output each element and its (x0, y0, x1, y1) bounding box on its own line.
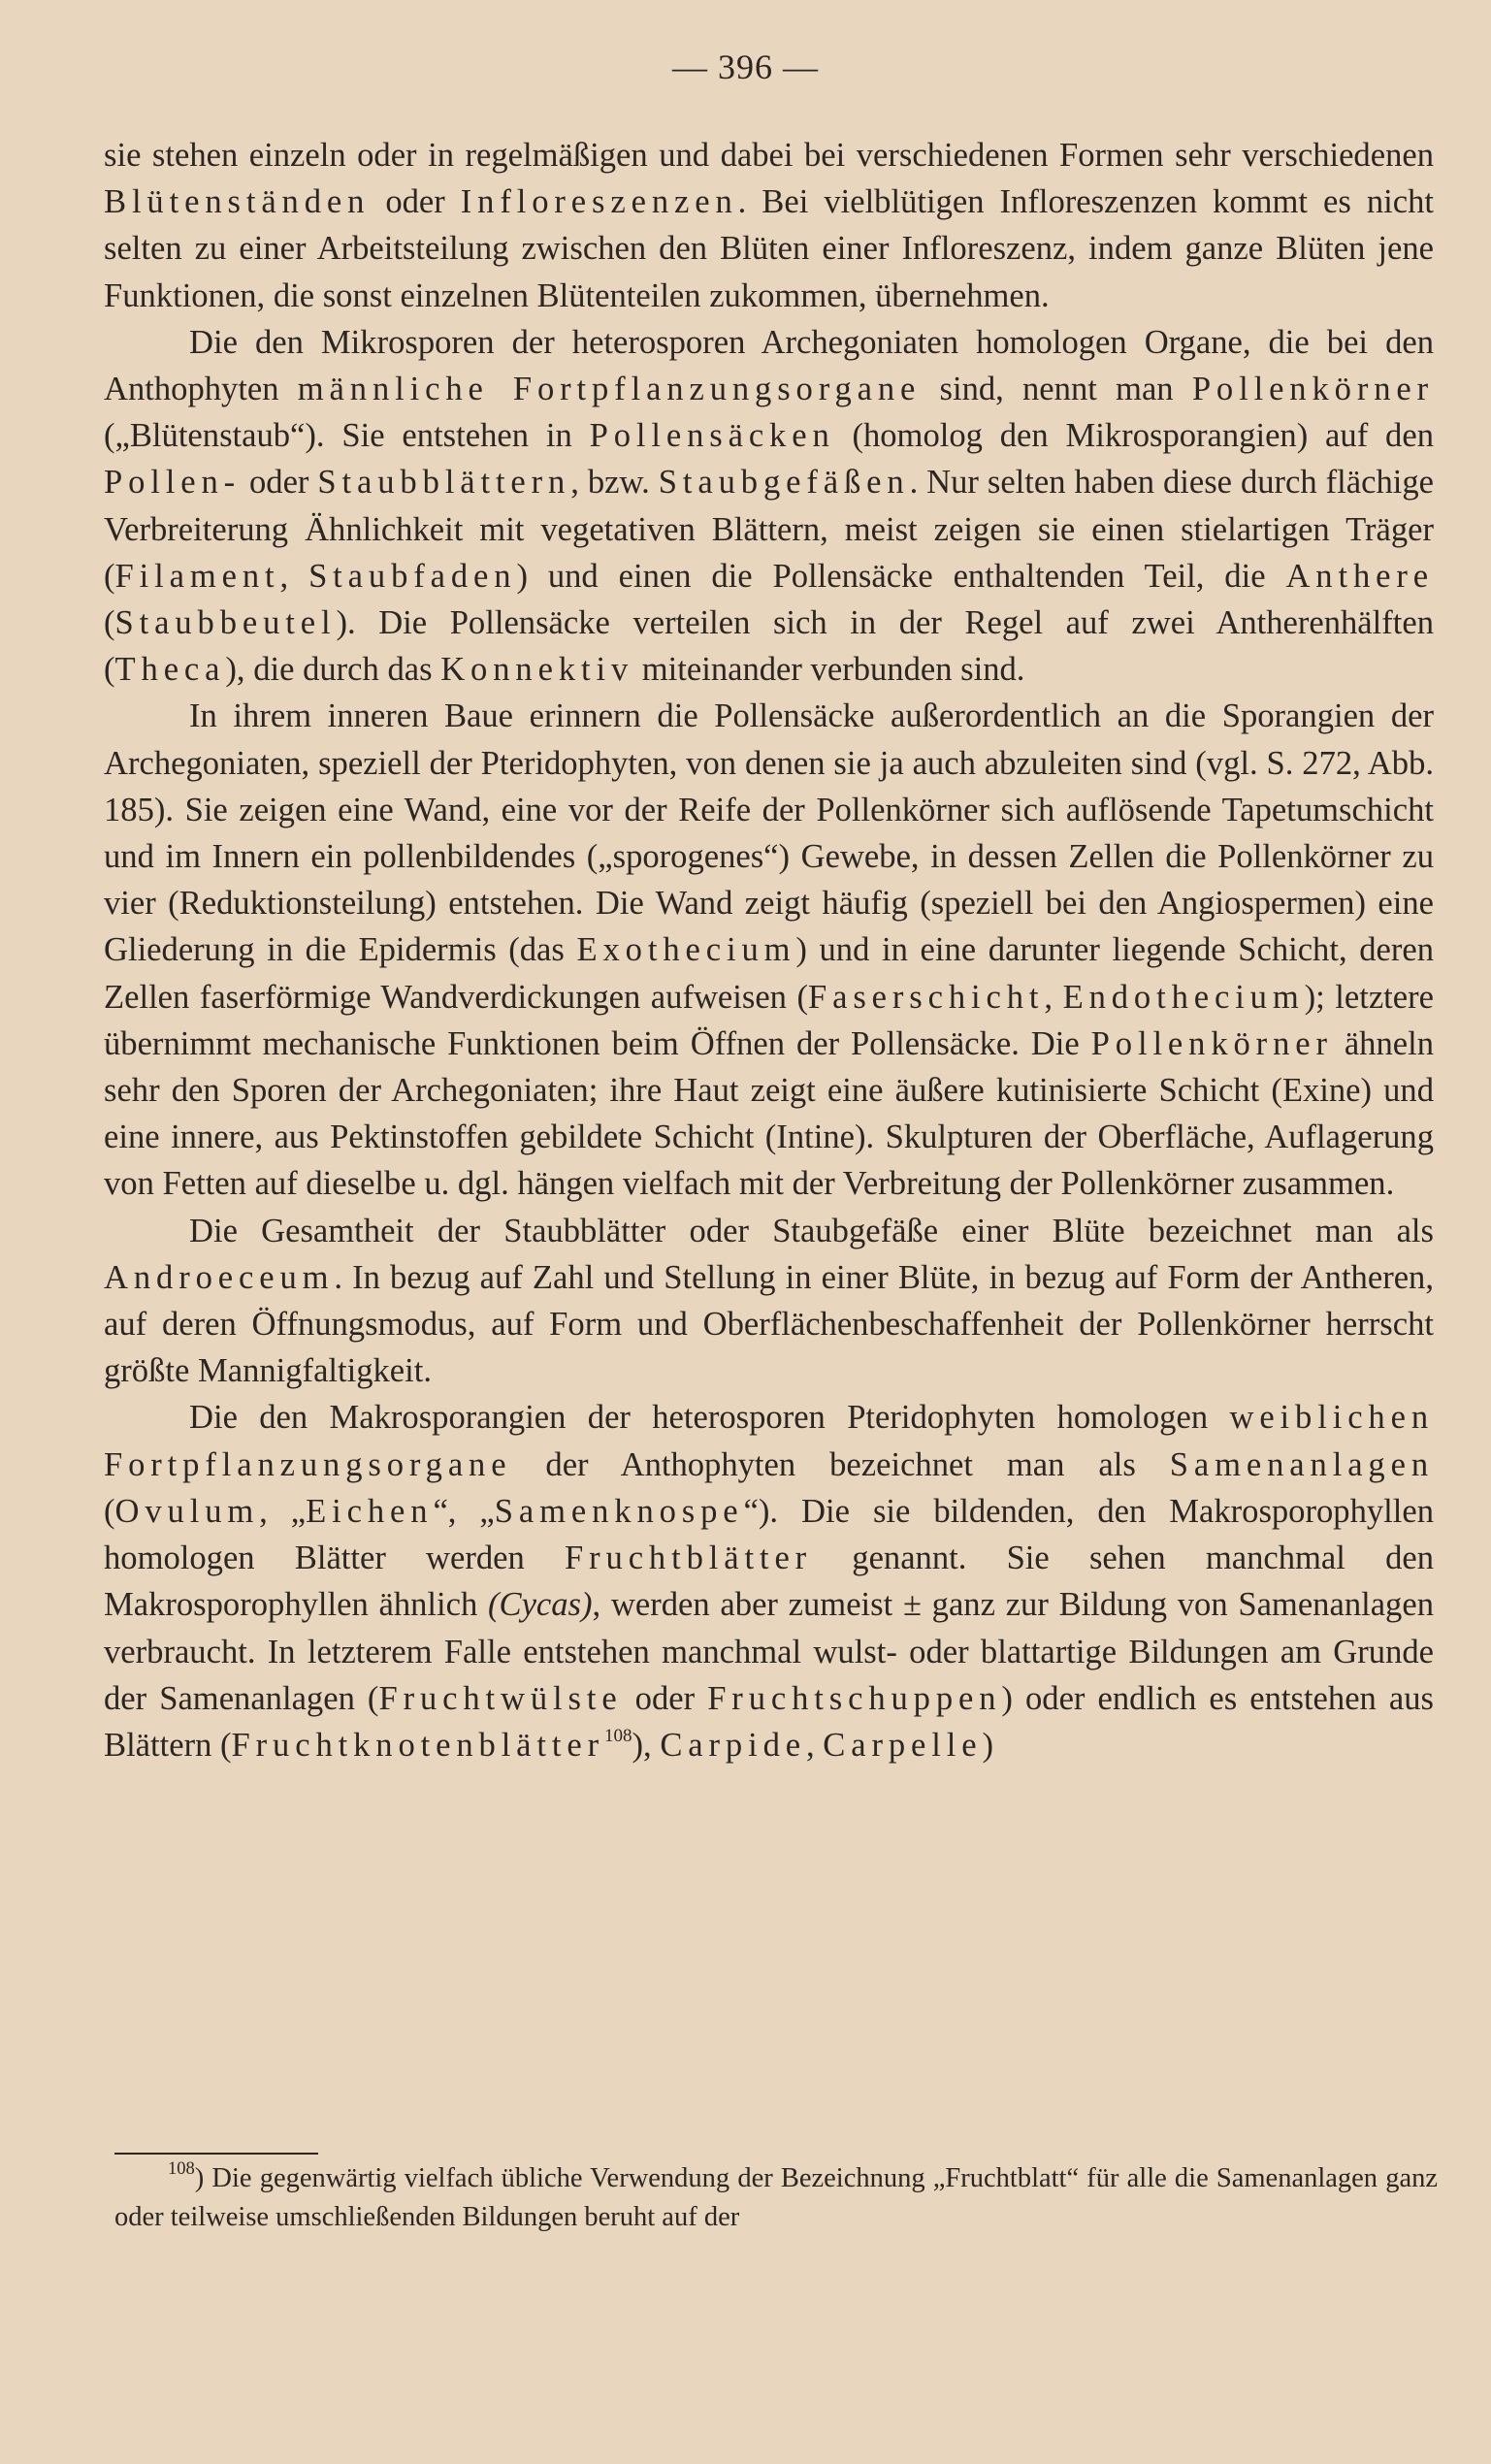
text-run: ) (982, 1726, 993, 1764)
text-run: , bzw. (570, 464, 659, 502)
text-run: oder (370, 183, 461, 221)
body-text (104, 132, 1434, 1768)
text-run: Die Gesamtheit der Staubblätter oder Staubgefäße einer Blüte bezeichnet man als (189, 1212, 1434, 1249)
text-run: („Blütenstaub“). Sie entstehen in (104, 417, 590, 455)
text-run: , werden aber zumeist ± ganz zur Bildung von Samenanlagen verbraucht. In letzterem Falle entstehen manchmal wulst- oder blattartige Bildungen am Grunde der Samenanlagen ( (104, 1586, 1434, 1717)
emphasized-term: Ovulum (114, 1492, 260, 1530)
text-run: ( (104, 1492, 115, 1530)
emphasized-term: Fruchtknotenblätter (231, 1726, 605, 1764)
emphasized-term: Endothecium (1062, 978, 1305, 1016)
paragraph (104, 319, 1434, 694)
emphasized-term: Fruchtblätter (565, 1540, 813, 1577)
footnote-text (114, 2159, 1438, 2237)
emphasized-term: Androeceum (104, 1258, 335, 1296)
emphasized-term: Pollen- (104, 464, 242, 502)
paragraph (104, 1208, 1434, 1395)
emphasized-term: Filament (114, 557, 280, 595)
text-run: ( (104, 604, 115, 642)
emphasized-term: Carpide (660, 1726, 806, 1764)
text-run: Die den Makrosporangien der heterosporen Pteridophyten homologen (189, 1399, 1230, 1437)
text-run: (homolog den Mikrosporangien) auf den (834, 417, 1434, 455)
text-run: ), die durch das (225, 651, 441, 689)
text-run: genannt. Sie sehen manchmal den Makrosporophyllen ähnlich (104, 1540, 1435, 1624)
emphasized-term: Pollensäcken (589, 417, 835, 455)
text-run: Die den Mikrosporen der heterosporen Archegoniaten homologen Organe, die bei den Anthophyten (104, 323, 1434, 408)
text-run: , (279, 557, 309, 595)
page-number: — 396 — (672, 48, 819, 86)
emphasized-term: Samenknospe (494, 1492, 744, 1530)
footnote (114, 2159, 1438, 2237)
text-run: , „ (259, 1492, 307, 1530)
emphasized-term: Exothecium (576, 931, 796, 969)
footnote-divider (114, 2153, 318, 2155)
paragraph (104, 693, 1434, 1207)
emphasized-term: weiblichen Fortpflanzungsorgane (104, 1399, 1434, 1483)
emphasized-term: Carpelle (823, 1726, 983, 1764)
text-run: ähneln sehr den Sporen der Archegoniaten; ihre Haut zeigt eine äußere kutinisierte Schicht (Exine) und eine innere, aus Pektinstoffen gebildete Schicht (Intine). Skulpturen der Oberfläche, Auflagerung von Fetten auf dieselbe u. dgl. hängen vielfach mit der Verbreitung der Pollenkörner zusammen. (104, 1024, 1434, 1203)
emphasized-term: Faserschicht (807, 978, 1045, 1016)
text-run: ); letztere übernimmt mechanische Funktionen beim Öffnen der Pollensäcke. Die (104, 978, 1434, 1062)
emphasized-term: männliche Fortpflanzungsorgane (297, 371, 922, 408)
text-run: “). Die sie bildenden, den Makrosporophyllen homologen Blätter werden (104, 1492, 1434, 1577)
emphasized-term: Fruchtwülste (378, 1679, 623, 1717)
text-run: oder (241, 464, 318, 502)
text-run: sind, nennt man (921, 371, 1192, 408)
text-run: “, „ (433, 1492, 495, 1530)
emphasized-term: Pollenkörner (1191, 371, 1435, 408)
text-run: sie stehen einzeln oder in regelmäßigen und dabei bei verschiedenen Formen sehr verschiedenen (104, 137, 1434, 174)
emphasized-term: Theca (114, 651, 226, 689)
text-run: , (806, 1726, 824, 1764)
text-run: oder (622, 1679, 708, 1717)
text-run: der Anthophyten bezeichnet man als (511, 1445, 1170, 1483)
text-run: , (1044, 978, 1063, 1016)
footnote-ref: 108 (604, 1725, 632, 1746)
footnote-mark: 108 (168, 2157, 195, 2179)
emphasized-term: Blütenständen (104, 183, 371, 221)
emphasized-term: Staubblättern (317, 464, 571, 502)
text-run: . Nur selten haben diese durch flächige Verbreiterung Ähnlichkeit mit vegetativen Blättern, meist zeigen sie einen stielartigen Träger ( (104, 464, 1434, 595)
emphasized-term: Staubgefäßen (658, 464, 910, 502)
emphasized-term: Anthere (1285, 557, 1434, 595)
text-run: . In bezug auf Zahl und Stellung in einer Blüte, in bezug auf Form der Antheren, auf deren Öffnungsmodus, auf Form und Oberflächenbeschaffenheit der Pollenkörner herrscht größte Mannigfaltigkeit. (104, 1258, 1434, 1390)
text-run: (Cycas) (488, 1586, 593, 1624)
footnote-body: ) Die gegenwärtig vielfach übliche Verwendung der Bezeichnung „Fruchtblatt“ für alle die Samenanlagen ganz oder teilweise umschließenden Bildungen beruht auf der (114, 2163, 1438, 2232)
emphasized-term: Staubbeutel (114, 604, 337, 642)
text-run: ) und einen die Pollensäcke enthaltenden Teil, die (516, 557, 1286, 595)
paragraph (104, 1394, 1434, 1768)
emphasized-term: Eichen (306, 1492, 434, 1530)
emphasized-term: Pollenkörner (1090, 1024, 1333, 1062)
text-run: ) oder endlich es entstehen aus Blättern ( (104, 1679, 1434, 1764)
emphasized-term: Staubfaden (308, 557, 517, 595)
emphasized-term: Infloreszenzen (460, 183, 738, 221)
text-run: ) und in eine darunter liegende Schicht, deren Zellen faserförmige Wandverdickungen aufweisen ( (104, 931, 1434, 1016)
text-run: ). Die Pollensäcke verteilen sich in der Regel auf zwei Antherenhälften ( (104, 604, 1434, 689)
text-run: In ihrem inneren Baue erinnern die Pollensäcke außerordentlich an die Sporangien der Archegoniaten, speziell der Pteridophyten, von denen sie ja auch abzuleiten sind (vgl. S. 272, Abb. 185). Sie zeigen eine Wand, eine vor der Reife der Pollenkörner sich auflösende Tapetumschicht und im Innern ein pollenbildendes („sporogenes“) Gewebe, in dessen Zellen die Pollenkörner zu vier (Reduktionsteilung) entstehen. Die Wand zeigt häufig (speziell bei den Angiospermen) eine Gliederung in die Epidermis (das (104, 697, 1434, 969)
emphasized-term: Samenanlagen (1169, 1445, 1434, 1483)
text-run: ), (632, 1726, 661, 1764)
emphasized-term: Fruchtschuppen (707, 1679, 1002, 1717)
emphasized-term: Konnektiv (440, 651, 634, 689)
text-run: . Bei vielblütigen Infloreszenzen kommt es nicht selten zu einer Arbeitsteilung zwischen den Blüten einer Infloreszenz, indem ganze Blüten jene Funktionen, die sonst einzelnen Blütenteilen zukommen, übernehmen. (104, 183, 1434, 314)
paragraph (104, 132, 1434, 319)
text-run: miteinander verbunden sind. (633, 651, 1025, 689)
